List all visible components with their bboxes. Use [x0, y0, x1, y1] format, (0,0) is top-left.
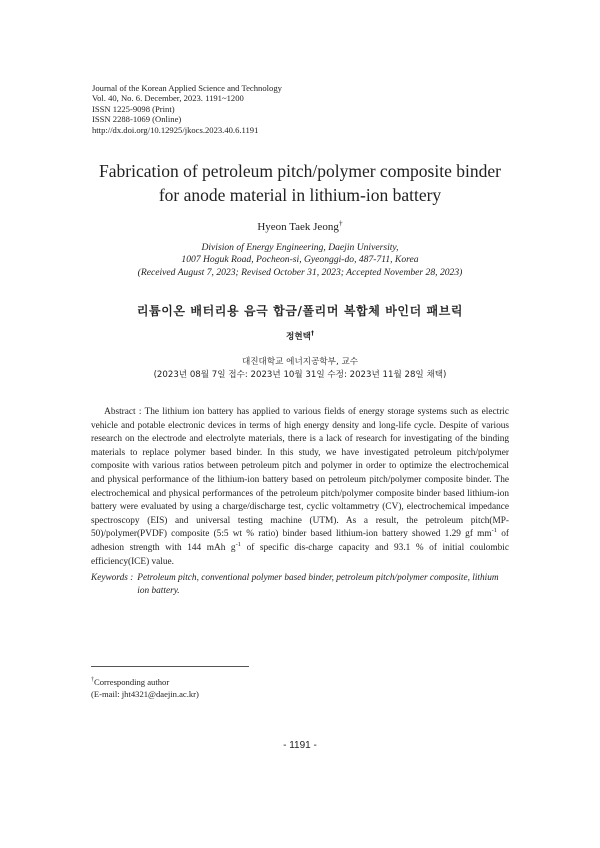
received-dates: (Received August 7, 2023; Revised October 31, 2023; Accepted November 28, 2023) — [137, 266, 463, 278]
affiliation-line-2: 1007 Hoguk Road, Pocheon-si, Gyeonggi-do, 487-711, Korea — [181, 254, 419, 266]
affiliation — [0, 242, 600, 279]
keywords-row — [91, 572, 509, 598]
issn-online: ISSN 2288-1069 (Online) — [92, 114, 182, 125]
keywords-label-group — [91, 572, 137, 598]
korean-author-line — [0, 330, 600, 342]
keywords-text: Petroleum pitch, conventional polymer based binder, petroleum pitch/polymer composite, lithium ion battery. — [137, 573, 499, 597]
keywords-label: Keywords — [91, 573, 128, 583]
abstract — [91, 406, 509, 569]
abstract-text-b: of adhesion strength with 144 mAh g — [91, 529, 509, 553]
footnote — [91, 676, 199, 700]
issn-print: ISSN 1225-9098 (Print) — [92, 103, 175, 114]
abstract-superscript-a: -1 — [491, 527, 498, 535]
corresponding-mark: † — [338, 218, 343, 228]
korean-author-name: 정현택 — [286, 332, 311, 342]
abstract-text-c: of specific dis-charge capacity and 93.1 % of initial coulombic efficiency(ICE) value. — [91, 542, 509, 567]
footnote-label: Corresponding author — [94, 677, 170, 687]
footnote-corresponding — [91, 676, 199, 688]
paper-title-line-2: for anode material in lithium-ion battery — [158, 184, 442, 205]
footnote-divider — [91, 666, 249, 667]
paper-title — [0, 160, 600, 207]
affiliation-line-1: Division of Energy Engineering, Daejin University, — [201, 242, 399, 253]
abstract-text-a: The lithium ion battery has applied to various fields of energy storage systems such as electric vehicle and potable electronic devices in terms of high energy density and long-life cycle. Despite of various research on the electrode and electrolyte materials, there is a lack of research for investigating of the binding materials to replace polymer based binder. In this study, we have investigated petroleum pitch/polymer composite with various ratios between petroleum pitch and polymer in order to optimize the electrochemical and physical performance of the lithium-ion battery based on petroleum pitch/polymer composite binder. The electrochemical and physical performances of the petroleum pitch/polymer composite binder based lithium-ion battery were evaluated by using a charge/discharge test, cyclic voltammetry (CV), electrochemical impedance spectroscopy (EIS) and universal testing machine (UTM). As a result, the petroleum pitch(MP-50)/polymer(PVDF) composite (5:5 wt % ratio) binder based lithium-ion battery showed 1.29 gf mm — [91, 407, 510, 540]
korean-title: 리튬이온 배터리용 음극 합금/폴리머 복합체 바인더 패브릭 — [136, 304, 464, 318]
korean-affiliation-line: 대진대학교 에너지공학부, 교수 — [241, 357, 359, 367]
abstract-label: Abstract — [104, 407, 136, 417]
author-name: Hyeon Taek Jeong — [257, 221, 339, 233]
abstract-separator: : — [138, 407, 142, 417]
paper-title-line-1: Fabrication of petroleum pitch/polymer composite binder — [99, 161, 501, 181]
keywords — [91, 572, 509, 598]
journal-issue: Vol. 40, No. 6. December, 2023. 1191~1200 — [92, 93, 244, 104]
doi-link[interactable]: http://dx.doi.org/10.12925/jkocs.2023.40.6.1191 — [92, 124, 259, 135]
journal-name: Journal of the Korean Applied Science and Technology — [92, 83, 282, 93]
korean-corresponding-mark: † — [310, 330, 314, 338]
korean-affiliation — [0, 356, 600, 383]
footnote-mark: † — [91, 677, 95, 684]
footnote-email[interactable]: (E-mail: jht4321@daejin.ac.kr) — [91, 689, 199, 699]
abstract-superscript-b: -1 — [235, 540, 241, 548]
journal-header — [92, 83, 282, 135]
korean-dates: (2023년 08월 7일 접수: 2023년 10월 31일 수정: 2023년 11월 28일 채택) — [153, 370, 447, 381]
author-line — [0, 218, 600, 233]
page-number: - 1191 - — [283, 740, 317, 751]
keywords-separator: : — [130, 573, 134, 583]
